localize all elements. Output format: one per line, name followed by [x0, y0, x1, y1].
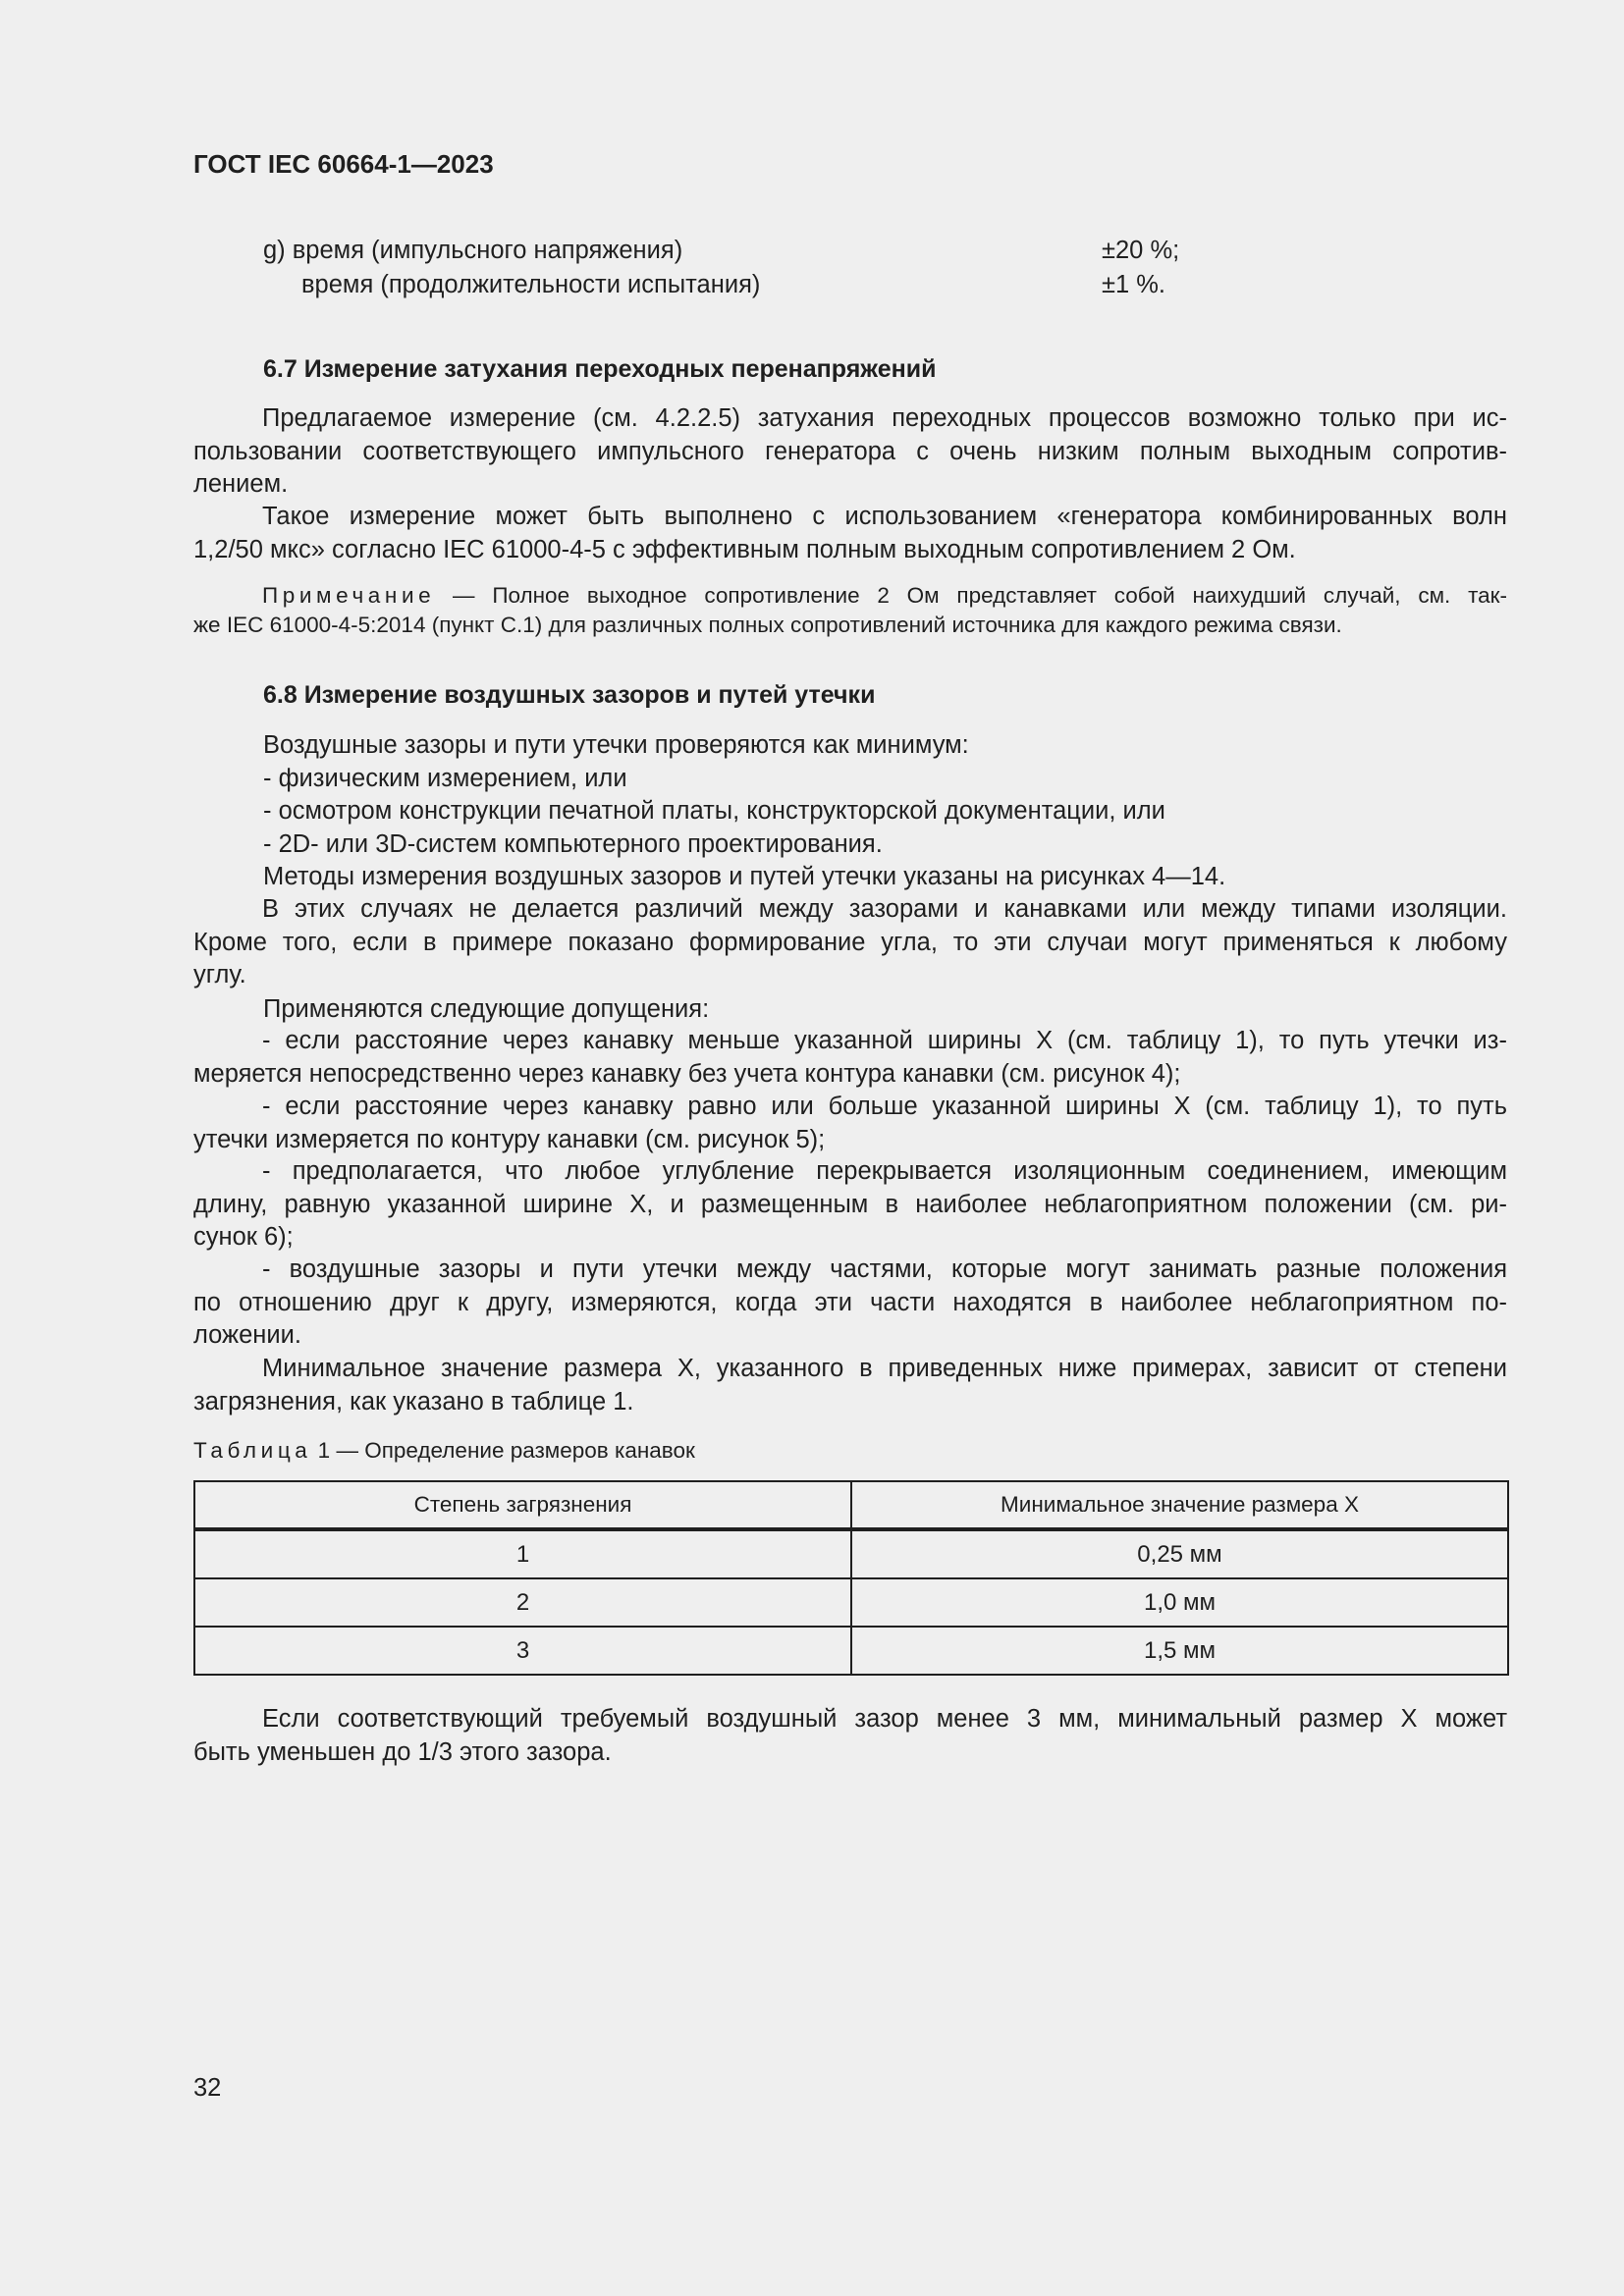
- text-line: Воздушные зазоры и пути утечки проверяются как минимум:: [263, 731, 969, 759]
- text-line: лением.: [193, 470, 289, 498]
- tolerance-label: время (продолжительности испытания): [301, 271, 761, 298]
- list-item: - физическим измерением, или: [263, 765, 627, 792]
- text-line: Применяются следующие допущения:: [263, 995, 710, 1023]
- text-line: длину, равную указанной ширине X, и размещенным в наиболее неблагоприятном положении (см. ри-: [193, 1190, 1507, 1218]
- text-line: - если расстояние через канавку меньше указанной ширины X (см. таблицу 1), то путь утечки из-: [262, 1027, 1507, 1054]
- doc-title: ГОСТ IEC 60664-1—2023: [193, 149, 494, 179]
- grooves-table: [193, 1480, 1509, 1676]
- text-line: - воздушные зазоры и пути утечки между частями, которые могут занимать разные положения: [262, 1255, 1507, 1283]
- text-line: Если соответствующий требуемый воздушный зазор менее 3 мм, минимальный размер X может: [262, 1705, 1507, 1733]
- table-caption: [193, 1438, 695, 1464]
- text-line: Минимальное значение размера X, указанного в приведенных ниже примерах, зависит от степени: [262, 1355, 1507, 1382]
- text-line: пользовании соответствующего импульсного генератора с очень низким полным выходным сопротив-: [193, 437, 1507, 465]
- note: [193, 581, 1507, 640]
- text-line: углу.: [193, 961, 246, 988]
- paragraph: [193, 1703, 1507, 1769]
- paragraph: [193, 501, 1507, 566]
- text-line: утечки измеряется по контуру канавки (см. рисунок 5);: [193, 1125, 826, 1153]
- table-header-row: [194, 1481, 1508, 1529]
- text-line: - если расстояние через канавку равно или больше указанной ширины X (см. таблицу 1), то путь: [262, 1093, 1507, 1120]
- text-line: загрязнения, как указано в таблице 1.: [193, 1387, 634, 1415]
- tolerance-label: g) время (импульсного напряжения): [263, 237, 683, 264]
- assumption-item: [193, 1254, 1507, 1353]
- note-text: — Полное выходное сопротивление 2 Ом представляет собой наихудший случай, см. так-: [435, 583, 1507, 608]
- note-line: [193, 581, 1507, 611]
- note-label: Примечание: [262, 583, 436, 608]
- section-heading: 6.7 Измерение затухания переходных перенапряжений: [263, 355, 937, 383]
- list-item: - 2D- или 3D-систем компьютерного проектирования.: [263, 830, 883, 858]
- paragraph: [193, 893, 1507, 992]
- text-line: - предполагается, что любое углубление перекрывается изоляционным соединением, имеющим: [262, 1157, 1507, 1185]
- text-line: Такое измерение может быть выполнено с использованием «генератора комбинированных волн: [262, 503, 1507, 530]
- text-line: меряется непосредственно через канавку без учета контура канавки (см. рисунок 4);: [193, 1059, 1181, 1088]
- list-item: - осмотром конструкции печатной платы, конструкторской документации, или: [263, 797, 1165, 825]
- table-caption-text: 1 — Определение размеров канавок: [311, 1438, 695, 1463]
- assumption-item: [193, 1091, 1507, 1156]
- text-line: ложении.: [193, 1321, 301, 1349]
- text-line: Предлагаемое измерение (см. 4.2.2.5) затухания переходных процессов возможно только при ис-: [262, 404, 1507, 432]
- table-row: [194, 1578, 1508, 1627]
- tolerance-value: ±1 %.: [1102, 271, 1166, 298]
- text-line: 1,2/50 мкс» согласно IEC 61000-4-5 с эффективным полным выходным сопротивлением 2 Ом.: [193, 535, 1296, 563]
- assumption-item: [193, 1155, 1507, 1255]
- text-line: по отношению друг к другу, измеряются, когда эти части находятся в наиболее неблагоприятном по-: [193, 1288, 1507, 1316]
- table-cell: 1,5 мм: [851, 1627, 1508, 1675]
- table-row: [194, 1529, 1508, 1578]
- text-line: быть уменьшен до 1/3 этого зазора.: [193, 1737, 612, 1766]
- table-cell: 2: [194, 1578, 851, 1627]
- tolerance-value: ±20 %;: [1102, 237, 1180, 264]
- column-header: Степень загрязнения: [194, 1481, 851, 1529]
- table-cell: 1,0 мм: [851, 1578, 1508, 1627]
- assumption-item: [193, 1025, 1507, 1091]
- column-header: Минимальное значение размера X: [851, 1481, 1508, 1529]
- section-heading: 6.8 Измерение воздушных зазоров и путей утечки: [263, 681, 876, 709]
- page-number: 32: [193, 2074, 222, 2102]
- table-cell: 3: [194, 1627, 851, 1675]
- table-row: [194, 1627, 1508, 1675]
- text-line: Кроме того, если в примере показано формирование угла, то эти случаи могут применяться к любому: [193, 928, 1507, 956]
- table-cell: 1: [194, 1529, 851, 1578]
- text-line: Методы измерения воздушных зазоров и путей утечки указаны на рисунках 4—14.: [263, 863, 1226, 890]
- note-line: же IEC 61000-4-5:2014 (пункт С.1) для различных полных сопротивлений источника для каждого режима связи.: [193, 613, 1342, 637]
- text-line: сунок 6);: [193, 1223, 294, 1251]
- table-caption-label: Таблица: [193, 1438, 312, 1463]
- table-cell: 0,25 мм: [851, 1529, 1508, 1578]
- paragraph: [193, 402, 1507, 502]
- text-line: В этих случаях не делается различий между зазорами и канавками или между типами изоляции.: [262, 895, 1507, 923]
- paragraph: [193, 1353, 1507, 1418]
